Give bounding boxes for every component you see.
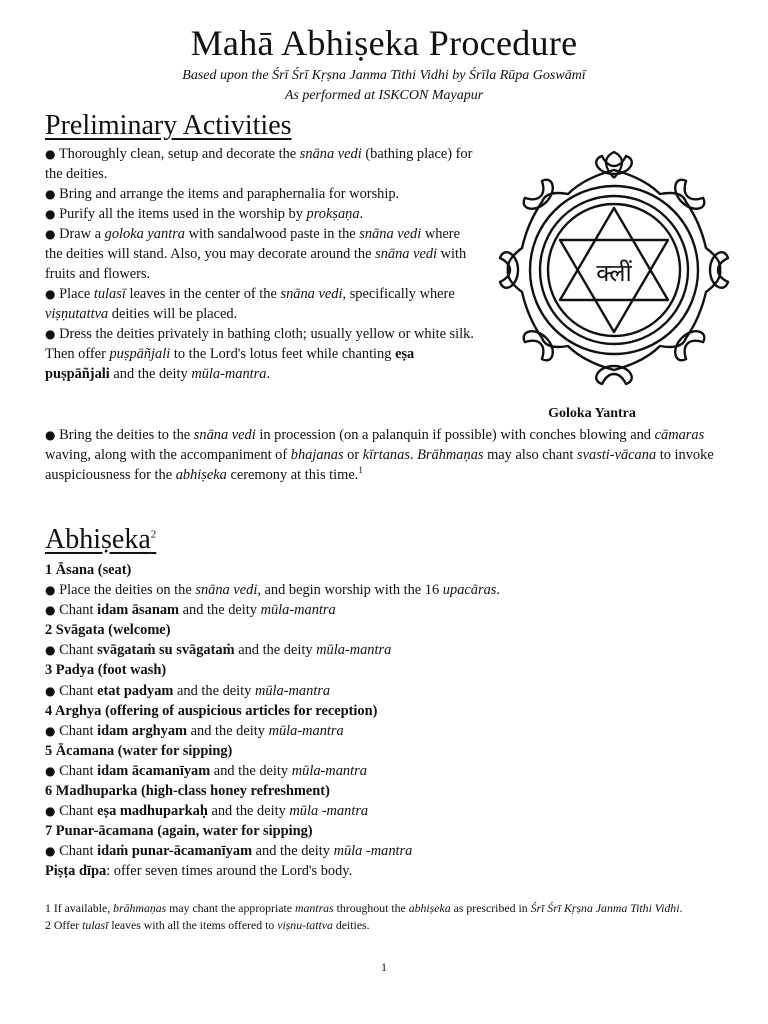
list-item: ● Place the deities on the snāna vedi, and begin worship with the 16 upacāras. bbox=[45, 582, 500, 599]
step-title: 7 Punar-ācamana (again, water for sipping) bbox=[45, 823, 313, 840]
list-item: ● Thoroughly clean, setup and decorate the snāna vedi (bathing place) for the deities. bbox=[45, 146, 473, 182]
yantra-center-glyph: क्लीं bbox=[596, 259, 632, 287]
preliminary-list bbox=[45, 144, 480, 384]
footnote: 1 If available, brāhmaṇas may chant the appropriate mantras throughout the abhiṣeka as prescribed in Śrī Śrī Kṛṣna Janma Tithi Vidhi. bbox=[45, 901, 683, 915]
pista-dipa-line: Piṣṭa dīpa: offer seven times around the Lord's body. bbox=[45, 863, 353, 880]
footnotes bbox=[45, 900, 735, 934]
footnote-ref[interactable]: 1 bbox=[358, 465, 363, 476]
step-title: 3 Padya (foot wash) bbox=[45, 662, 167, 679]
list-item: ● Bring the deities to the snāna vedi in procession (on a palanquin if possible) with conches blowing and cāmaras waving, along with the accompaniment of bhajanas or kīrtanas. Brāhmaṇas may also chant svasti-vācana to invoke auspiciousness for the abhiṣeka ceremony at this time.$^1$ bbox=[45, 427, 714, 483]
list-item: ● Purify all the items used in the worship by prokṣaṇa. bbox=[45, 206, 364, 222]
goloka-yantra-image bbox=[494, 150, 734, 390]
list-item: ● Chant idam āsanam and the deity mūla-mantra bbox=[45, 602, 336, 619]
yantra-caption: Goloka Yantra bbox=[548, 406, 636, 421]
step-title: 6 Madhuparka (high-class honey refreshment) bbox=[45, 783, 330, 800]
list-item: ● Bring and arrange the items and paraphernalia for worship. bbox=[45, 186, 400, 202]
list-item: ● Chant idam ācamanīyam and the deity mūla-mantra bbox=[45, 762, 367, 779]
step-title: 5 Ācamana (water for sipping) bbox=[45, 742, 233, 759]
list-item: ● Dress the deities privately in bathing cloth; usually yellow or white silk. Then offer puṣpāñjali to the Lord's lotus feet while chanting eṣa puṣpāñjali and the deity mūla-mantra. bbox=[45, 326, 474, 382]
list-item: ● Place tulasī leaves in the center of the snāna vedi, specifically where viṣṇutattva deities will be placed. bbox=[45, 286, 455, 322]
list-item: ● Chant idaṁ punar-ācamanīyam and the deity mūla -mantra bbox=[45, 843, 413, 860]
abhiseka-steps bbox=[45, 560, 735, 882]
step-title: 2 Svāgata (welcome) bbox=[45, 622, 171, 639]
page-number: 1 bbox=[381, 960, 387, 974]
page-title: Mahā Abhiṣeka Procedure bbox=[190, 23, 578, 63]
section-heading-abhiseka: Abhiṣeka$^2$ bbox=[45, 524, 157, 555]
list-item: ● Chant etat padyam and the deity mūla-mantra bbox=[45, 682, 331, 699]
list-item: ● Chant svāgataṁ su svāgataṁ and the deity mūla-mantra bbox=[45, 642, 392, 659]
list-item: ● Chant eṣa madhuparkaḥ and the deity mūla -mantra bbox=[45, 803, 369, 820]
section-heading-preliminary: Preliminary Activities bbox=[45, 110, 292, 141]
list-item: ● Chant idam arghyam and the deity mūla-mantra bbox=[45, 722, 344, 739]
footnote: 2 Offer tulasī leaves with all the items offered to viṣnu-tattva deities. bbox=[45, 918, 370, 932]
list-item: ● Draw a goloka yantra with sandalwood paste in the snāna vedi where the deities will stand. Also, you may decorate around the snāna vedi with fruits and flowers. bbox=[45, 226, 467, 282]
subtitle-source: Based upon the Śrī Śrī Kṛṣna Janma Tithi Vidhi by Śrīla Rūpa Goswāmī bbox=[182, 68, 586, 83]
subtitle-venue: As performed at ISKCON Mayapur bbox=[284, 88, 484, 103]
step-title: 1 Āsana (seat) bbox=[45, 562, 132, 578]
footnote-ref[interactable]: 2 bbox=[150, 528, 157, 541]
step-title: 4 Arghya (offering of auspicious articles for reception) bbox=[45, 702, 378, 719]
